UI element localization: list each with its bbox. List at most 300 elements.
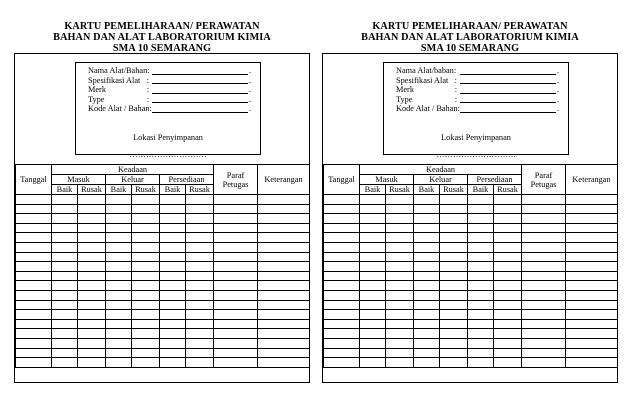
table-cell[interactable] xyxy=(258,300,310,310)
table-cell[interactable] xyxy=(494,290,522,300)
table-cell[interactable] xyxy=(324,338,360,348)
table-cell[interactable] xyxy=(468,358,494,368)
table-cell[interactable] xyxy=(132,310,160,320)
table-cell[interactable] xyxy=(324,223,360,233)
table-cell[interactable] xyxy=(186,262,214,272)
table-cell[interactable] xyxy=(566,281,618,291)
table-cell[interactable] xyxy=(106,310,132,320)
table-cell[interactable] xyxy=(494,281,522,291)
table-cell[interactable] xyxy=(440,214,468,224)
table-cell[interactable] xyxy=(258,195,310,205)
table-cell[interactable] xyxy=(386,329,414,339)
table-cell[interactable] xyxy=(440,195,468,205)
table-cell[interactable] xyxy=(522,252,566,262)
table-cell[interactable] xyxy=(186,338,214,348)
table-cell[interactable] xyxy=(414,204,440,214)
table-cell[interactable] xyxy=(494,262,522,272)
table-cell[interactable] xyxy=(160,300,186,310)
table-cell[interactable] xyxy=(414,223,440,233)
table-cell[interactable] xyxy=(468,223,494,233)
table-cell[interactable] xyxy=(16,290,52,300)
table-cell[interactable] xyxy=(494,329,522,339)
table-cell[interactable] xyxy=(132,271,160,281)
table-cell[interactable] xyxy=(78,214,106,224)
table-cell[interactable] xyxy=(440,271,468,281)
table-cell[interactable] xyxy=(160,242,186,252)
table-cell[interactable] xyxy=(494,252,522,262)
table-cell[interactable] xyxy=(522,338,566,348)
table-cell[interactable] xyxy=(386,300,414,310)
table-cell[interactable] xyxy=(324,195,360,205)
table-cell[interactable] xyxy=(522,214,566,224)
table-cell[interactable] xyxy=(16,242,52,252)
table-cell[interactable] xyxy=(494,271,522,281)
table-cell[interactable] xyxy=(566,242,618,252)
table-cell[interactable] xyxy=(78,204,106,214)
table-cell[interactable] xyxy=(494,233,522,243)
table-cell[interactable] xyxy=(106,214,132,224)
field-blank-line[interactable] xyxy=(152,86,248,94)
table-cell[interactable] xyxy=(52,310,78,320)
table-cell[interactable] xyxy=(16,329,52,339)
table-cell[interactable] xyxy=(258,290,310,300)
table-cell[interactable] xyxy=(160,348,186,358)
table-cell[interactable] xyxy=(258,338,310,348)
table-cell[interactable] xyxy=(360,262,386,272)
table-cell[interactable] xyxy=(360,252,386,262)
table-cell[interactable] xyxy=(414,262,440,272)
table-cell[interactable] xyxy=(494,338,522,348)
table-cell[interactable] xyxy=(52,348,78,358)
table-cell[interactable] xyxy=(440,348,468,358)
table-cell[interactable] xyxy=(360,358,386,368)
table-cell[interactable] xyxy=(414,310,440,320)
table-cell[interactable] xyxy=(214,204,258,214)
table-cell[interactable] xyxy=(214,281,258,291)
table-cell[interactable] xyxy=(360,281,386,291)
table-cell[interactable] xyxy=(258,271,310,281)
table-cell[interactable] xyxy=(360,214,386,224)
table-cell[interactable] xyxy=(78,252,106,262)
table-cell[interactable] xyxy=(522,329,566,339)
table-cell[interactable] xyxy=(132,204,160,214)
table-cell[interactable] xyxy=(106,223,132,233)
table-cell[interactable] xyxy=(566,348,618,358)
table-cell[interactable] xyxy=(440,262,468,272)
table-cell[interactable] xyxy=(324,233,360,243)
table-cell[interactable] xyxy=(214,319,258,329)
table-cell[interactable] xyxy=(214,252,258,262)
table-cell[interactable] xyxy=(494,348,522,358)
table-cell[interactable] xyxy=(186,233,214,243)
table-cell[interactable] xyxy=(386,242,414,252)
table-cell[interactable] xyxy=(440,233,468,243)
table-cell[interactable] xyxy=(52,338,78,348)
table-cell[interactable] xyxy=(414,290,440,300)
table-cell[interactable] xyxy=(566,223,618,233)
table-cell[interactable] xyxy=(386,338,414,348)
table-cell[interactable] xyxy=(160,252,186,262)
table-cell[interactable] xyxy=(414,195,440,205)
table-cell[interactable] xyxy=(78,319,106,329)
table-cell[interactable] xyxy=(386,233,414,243)
table-cell[interactable] xyxy=(258,329,310,339)
location-dots[interactable]: ……………………….. xyxy=(436,150,516,159)
table-cell[interactable] xyxy=(414,271,440,281)
table-cell[interactable] xyxy=(258,223,310,233)
table-cell[interactable] xyxy=(440,242,468,252)
field-blank-line[interactable] xyxy=(152,67,248,75)
table-cell[interactable] xyxy=(160,233,186,243)
table-cell[interactable] xyxy=(494,300,522,310)
table-cell[interactable] xyxy=(16,214,52,224)
table-cell[interactable] xyxy=(324,242,360,252)
table-cell[interactable] xyxy=(414,358,440,368)
table-cell[interactable] xyxy=(132,281,160,291)
field-blank-line[interactable] xyxy=(460,67,556,75)
table-cell[interactable] xyxy=(360,204,386,214)
table-cell[interactable] xyxy=(522,281,566,291)
table-cell[interactable] xyxy=(16,338,52,348)
table-cell[interactable] xyxy=(522,319,566,329)
table-cell[interactable] xyxy=(16,358,52,368)
table-cell[interactable] xyxy=(52,242,78,252)
table-cell[interactable] xyxy=(214,358,258,368)
table-cell[interactable] xyxy=(566,252,618,262)
table-cell[interactable] xyxy=(52,271,78,281)
table-cell[interactable] xyxy=(566,358,618,368)
table-cell[interactable] xyxy=(566,319,618,329)
table-cell[interactable] xyxy=(522,233,566,243)
table-cell[interactable] xyxy=(106,242,132,252)
table-cell[interactable] xyxy=(522,262,566,272)
table-cell[interactable] xyxy=(414,281,440,291)
table-cell[interactable] xyxy=(440,300,468,310)
table-cell[interactable] xyxy=(106,233,132,243)
table-cell[interactable] xyxy=(258,252,310,262)
table-cell[interactable] xyxy=(414,233,440,243)
table-cell[interactable] xyxy=(132,214,160,224)
table-cell[interactable] xyxy=(386,310,414,320)
table-cell[interactable] xyxy=(360,223,386,233)
table-cell[interactable] xyxy=(16,204,52,214)
table-cell[interactable] xyxy=(78,358,106,368)
table-cell[interactable] xyxy=(16,223,52,233)
table-cell[interactable] xyxy=(78,281,106,291)
table-cell[interactable] xyxy=(414,338,440,348)
table-cell[interactable] xyxy=(522,290,566,300)
table-cell[interactable] xyxy=(78,223,106,233)
table-cell[interactable] xyxy=(494,242,522,252)
table-cell[interactable] xyxy=(468,348,494,358)
table-cell[interactable] xyxy=(186,223,214,233)
table-cell[interactable] xyxy=(214,300,258,310)
table-cell[interactable] xyxy=(522,300,566,310)
table-cell[interactable] xyxy=(414,300,440,310)
table-cell[interactable] xyxy=(106,252,132,262)
table-cell[interactable] xyxy=(52,281,78,291)
table-cell[interactable] xyxy=(16,271,52,281)
table-cell[interactable] xyxy=(132,242,160,252)
table-cell[interactable] xyxy=(186,214,214,224)
table-cell[interactable] xyxy=(214,233,258,243)
table-cell[interactable] xyxy=(186,271,214,281)
table-cell[interactable] xyxy=(16,300,52,310)
table-cell[interactable] xyxy=(78,271,106,281)
table-cell[interactable] xyxy=(132,300,160,310)
table-cell[interactable] xyxy=(414,252,440,262)
table-cell[interactable] xyxy=(186,252,214,262)
table-cell[interactable] xyxy=(16,233,52,243)
table-cell[interactable] xyxy=(468,319,494,329)
table-cell[interactable] xyxy=(52,329,78,339)
table-cell[interactable] xyxy=(468,262,494,272)
table-cell[interactable] xyxy=(132,233,160,243)
table-cell[interactable] xyxy=(386,319,414,329)
table-cell[interactable] xyxy=(106,329,132,339)
table-cell[interactable] xyxy=(258,262,310,272)
table-cell[interactable] xyxy=(324,252,360,262)
table-cell[interactable] xyxy=(494,195,522,205)
table-cell[interactable] xyxy=(214,290,258,300)
field-blank-line[interactable] xyxy=(152,96,248,104)
table-cell[interactable] xyxy=(468,233,494,243)
table-cell[interactable] xyxy=(360,338,386,348)
table-cell[interactable] xyxy=(52,290,78,300)
table-cell[interactable] xyxy=(160,310,186,320)
table-cell[interactable] xyxy=(132,319,160,329)
table-cell[interactable] xyxy=(324,262,360,272)
table-cell[interactable] xyxy=(440,329,468,339)
table-cell[interactable] xyxy=(324,214,360,224)
field-blank-line[interactable] xyxy=(152,77,248,85)
table-cell[interactable] xyxy=(468,310,494,320)
table-cell[interactable] xyxy=(132,329,160,339)
table-cell[interactable] xyxy=(360,329,386,339)
table-cell[interactable] xyxy=(258,242,310,252)
table-cell[interactable] xyxy=(106,271,132,281)
table-cell[interactable] xyxy=(52,204,78,214)
table-cell[interactable] xyxy=(324,204,360,214)
table-cell[interactable] xyxy=(258,310,310,320)
table-cell[interactable] xyxy=(78,195,106,205)
table-cell[interactable] xyxy=(360,195,386,205)
table-cell[interactable] xyxy=(440,252,468,262)
table-cell[interactable] xyxy=(468,204,494,214)
table-cell[interactable] xyxy=(186,281,214,291)
table-cell[interactable] xyxy=(16,195,52,205)
table-cell[interactable] xyxy=(468,195,494,205)
table-cell[interactable] xyxy=(386,290,414,300)
table-cell[interactable] xyxy=(360,348,386,358)
table-cell[interactable] xyxy=(160,214,186,224)
table-cell[interactable] xyxy=(386,214,414,224)
table-cell[interactable] xyxy=(386,271,414,281)
table-cell[interactable] xyxy=(106,338,132,348)
table-cell[interactable] xyxy=(186,300,214,310)
table-cell[interactable] xyxy=(106,319,132,329)
table-cell[interactable] xyxy=(16,310,52,320)
table-cell[interactable] xyxy=(78,310,106,320)
table-cell[interactable] xyxy=(258,348,310,358)
table-cell[interactable] xyxy=(566,271,618,281)
table-cell[interactable] xyxy=(258,204,310,214)
table-cell[interactable] xyxy=(440,358,468,368)
table-cell[interactable] xyxy=(52,319,78,329)
table-cell[interactable] xyxy=(186,242,214,252)
table-cell[interactable] xyxy=(78,242,106,252)
table-cell[interactable] xyxy=(494,310,522,320)
table-cell[interactable] xyxy=(440,290,468,300)
table-cell[interactable] xyxy=(160,223,186,233)
table-cell[interactable] xyxy=(522,271,566,281)
table-cell[interactable] xyxy=(160,338,186,348)
table-cell[interactable] xyxy=(160,195,186,205)
table-cell[interactable] xyxy=(324,319,360,329)
table-cell[interactable] xyxy=(16,281,52,291)
table-cell[interactable] xyxy=(360,319,386,329)
table-cell[interactable] xyxy=(214,242,258,252)
table-cell[interactable] xyxy=(414,329,440,339)
field-blank-line[interactable] xyxy=(460,96,556,104)
table-cell[interactable] xyxy=(522,223,566,233)
table-cell[interactable] xyxy=(468,329,494,339)
table-cell[interactable] xyxy=(566,338,618,348)
field-blank-line[interactable] xyxy=(460,77,556,85)
table-cell[interactable] xyxy=(522,310,566,320)
table-cell[interactable] xyxy=(52,195,78,205)
table-cell[interactable] xyxy=(132,252,160,262)
table-cell[interactable] xyxy=(440,338,468,348)
table-cell[interactable] xyxy=(106,358,132,368)
table-cell[interactable] xyxy=(468,338,494,348)
table-cell[interactable] xyxy=(386,223,414,233)
table-cell[interactable] xyxy=(78,233,106,243)
table-cell[interactable] xyxy=(132,223,160,233)
table-cell[interactable] xyxy=(386,348,414,358)
field-blank-line[interactable] xyxy=(460,86,556,94)
table-cell[interactable] xyxy=(386,281,414,291)
table-cell[interactable] xyxy=(566,204,618,214)
table-cell[interactable] xyxy=(440,281,468,291)
table-cell[interactable] xyxy=(386,262,414,272)
table-cell[interactable] xyxy=(78,300,106,310)
table-cell[interactable] xyxy=(186,310,214,320)
table-cell[interactable] xyxy=(258,319,310,329)
table-cell[interactable] xyxy=(386,195,414,205)
table-cell[interactable] xyxy=(566,233,618,243)
table-cell[interactable] xyxy=(186,358,214,368)
table-cell[interactable] xyxy=(16,348,52,358)
table-cell[interactable] xyxy=(78,290,106,300)
table-cell[interactable] xyxy=(160,329,186,339)
table-cell[interactable] xyxy=(468,290,494,300)
table-cell[interactable] xyxy=(414,242,440,252)
table-cell[interactable] xyxy=(258,233,310,243)
table-cell[interactable] xyxy=(440,204,468,214)
table-cell[interactable] xyxy=(440,319,468,329)
table-cell[interactable] xyxy=(522,358,566,368)
table-cell[interactable] xyxy=(52,223,78,233)
table-cell[interactable] xyxy=(78,348,106,358)
table-cell[interactable] xyxy=(468,242,494,252)
location-dots[interactable]: ………………………. xyxy=(129,150,207,159)
table-cell[interactable] xyxy=(324,271,360,281)
table-cell[interactable] xyxy=(566,214,618,224)
table-cell[interactable] xyxy=(258,281,310,291)
table-cell[interactable] xyxy=(440,223,468,233)
table-cell[interactable] xyxy=(52,214,78,224)
table-cell[interactable] xyxy=(386,252,414,262)
table-cell[interactable] xyxy=(522,195,566,205)
table-cell[interactable] xyxy=(324,358,360,368)
table-cell[interactable] xyxy=(160,271,186,281)
table-cell[interactable] xyxy=(78,338,106,348)
table-cell[interactable] xyxy=(132,348,160,358)
table-cell[interactable] xyxy=(468,214,494,224)
table-cell[interactable] xyxy=(494,319,522,329)
table-cell[interactable] xyxy=(160,281,186,291)
table-cell[interactable] xyxy=(414,214,440,224)
table-cell[interactable] xyxy=(186,348,214,358)
table-cell[interactable] xyxy=(160,319,186,329)
table-cell[interactable] xyxy=(52,233,78,243)
table-cell[interactable] xyxy=(522,204,566,214)
table-cell[interactable] xyxy=(566,290,618,300)
table-cell[interactable] xyxy=(214,329,258,339)
table-cell[interactable] xyxy=(494,204,522,214)
table-cell[interactable] xyxy=(106,281,132,291)
table-cell[interactable] xyxy=(52,262,78,272)
table-cell[interactable] xyxy=(214,338,258,348)
table-cell[interactable] xyxy=(440,310,468,320)
table-cell[interactable] xyxy=(186,290,214,300)
table-cell[interactable] xyxy=(324,329,360,339)
table-cell[interactable] xyxy=(414,348,440,358)
table-cell[interactable] xyxy=(360,300,386,310)
table-cell[interactable] xyxy=(132,338,160,348)
table-cell[interactable] xyxy=(160,262,186,272)
table-cell[interactable] xyxy=(186,329,214,339)
table-cell[interactable] xyxy=(78,329,106,339)
table-cell[interactable] xyxy=(186,195,214,205)
table-cell[interactable] xyxy=(324,310,360,320)
table-cell[interactable] xyxy=(160,290,186,300)
table-cell[interactable] xyxy=(214,262,258,272)
table-cell[interactable] xyxy=(468,300,494,310)
table-cell[interactable] xyxy=(468,281,494,291)
table-cell[interactable] xyxy=(360,233,386,243)
table-cell[interactable] xyxy=(214,271,258,281)
table-cell[interactable] xyxy=(214,348,258,358)
table-cell[interactable] xyxy=(132,290,160,300)
table-cell[interactable] xyxy=(132,262,160,272)
table-cell[interactable] xyxy=(132,358,160,368)
table-cell[interactable] xyxy=(16,319,52,329)
table-cell[interactable] xyxy=(106,204,132,214)
table-cell[interactable] xyxy=(566,310,618,320)
table-cell[interactable] xyxy=(494,214,522,224)
table-cell[interactable] xyxy=(258,358,310,368)
table-cell[interactable] xyxy=(78,262,106,272)
table-cell[interactable] xyxy=(106,348,132,358)
table-cell[interactable] xyxy=(214,214,258,224)
table-cell[interactable] xyxy=(106,195,132,205)
table-cell[interactable] xyxy=(52,252,78,262)
table-cell[interactable] xyxy=(566,300,618,310)
table-cell[interactable] xyxy=(106,262,132,272)
table-cell[interactable] xyxy=(106,290,132,300)
